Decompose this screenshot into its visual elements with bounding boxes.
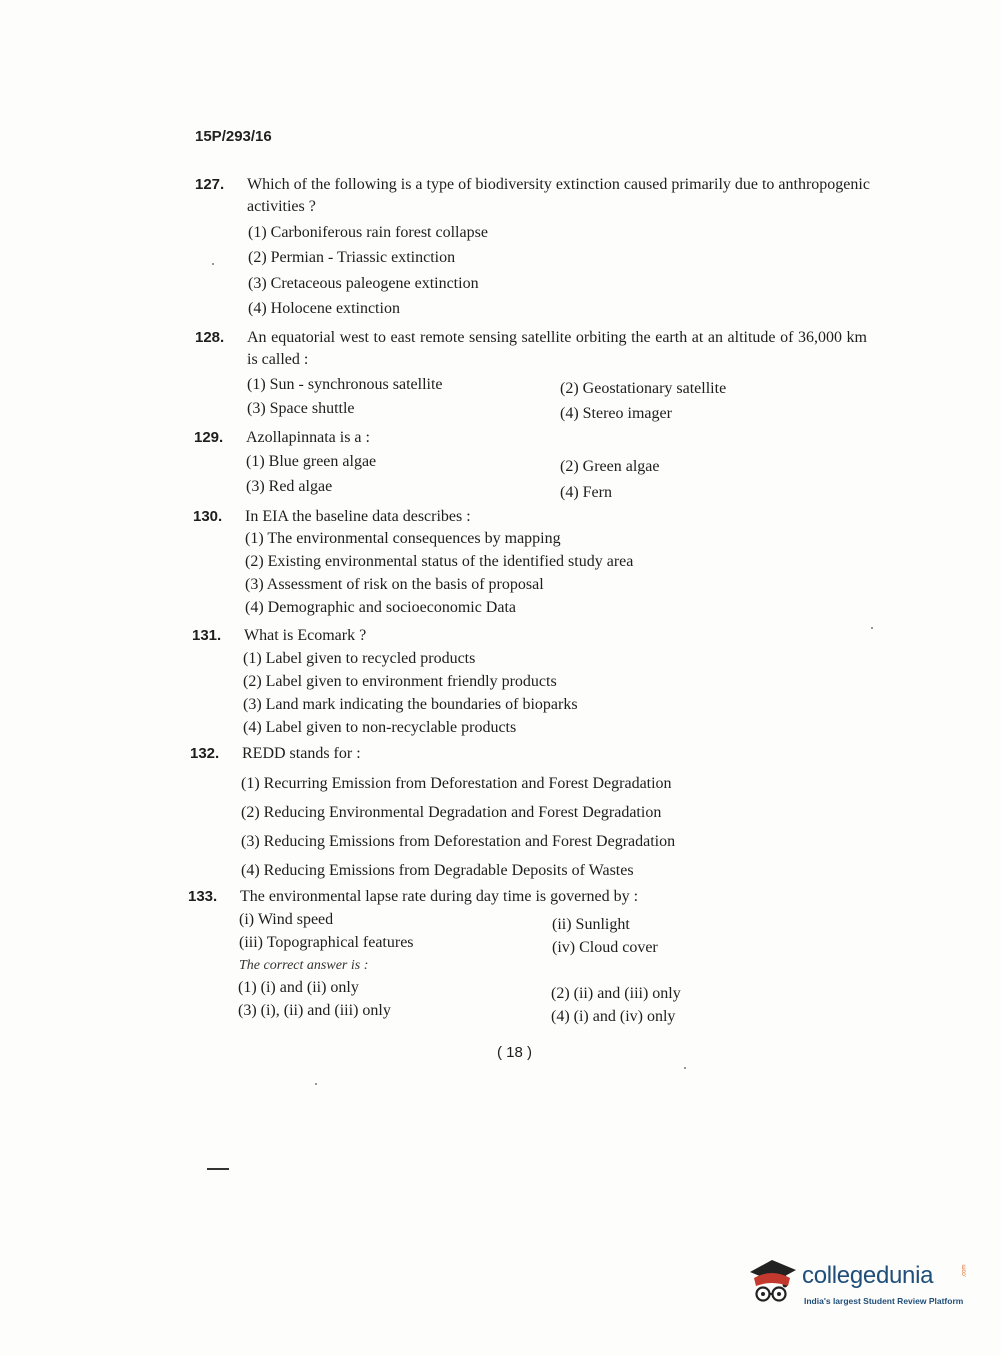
option-2: (2) Reducing Environmental Degradation and Forest Degradation: [241, 804, 662, 821]
question-number: 132.: [190, 745, 220, 762]
option-2: (2) Green algae: [560, 458, 660, 475]
option-3: (3) Cretaceous paleogene extinction: [248, 275, 479, 292]
question-132: [190, 743, 880, 767]
question-number: 129.: [194, 429, 224, 446]
question-text: An equatorial west to east remote sensing satellite orbiting the earth at an altitude of 36,000 km is called :: [247, 329, 867, 368]
option-3: (3) Reducing Emissions from Deforestation and Forest Degradation: [241, 833, 676, 850]
option-3: (3) Assessment of risk on the basis of proposal: [245, 576, 544, 593]
option-4: (4) Holocene extinction: [248, 300, 400, 317]
option-4: (4) Fern: [560, 484, 612, 501]
option-2: (2) (ii) and (iii) only: [551, 985, 681, 1002]
question-number: 127.: [195, 176, 225, 193]
option-4: (4) Demographic and socioeconomic Data: [245, 599, 517, 616]
question-128: [195, 327, 885, 373]
mascot-icon: [744, 1252, 802, 1310]
question-text: Which of the following is a type of biodiversity extinction caused primarily due to anthropogenic activities ?: [247, 176, 870, 215]
statement-i: (i) Wind speed: [239, 911, 334, 928]
question-text: What is Ecomark ?: [244, 627, 367, 644]
option-3: (3) Space shuttle: [247, 400, 355, 417]
scan-mark: [684, 1067, 686, 1069]
statement-iii: (iii) Topographical features: [239, 934, 414, 951]
question-number: 133.: [188, 888, 218, 905]
option-3: (3) Land mark indicating the boundaries of bioparks: [243, 696, 578, 713]
question-129: [194, 427, 884, 451]
collegedunia-logo[interactable]: [744, 1252, 970, 1316]
option-4: (4) Stereo imager: [560, 405, 672, 422]
statement-iv: (iv) Cloud cover: [552, 939, 658, 956]
page-number: ( 18 ): [497, 1044, 533, 1061]
option-2: (2) Permian - Triassic extinction: [248, 249, 456, 266]
option-1: (1) Carboniferous rain forest collapse: [248, 224, 488, 241]
statement-ii: (ii) Sunlight: [552, 916, 630, 933]
question-131: [192, 625, 882, 649]
question-text: In EIA the baseline data describes :: [245, 508, 471, 525]
question-number: 128.: [195, 329, 225, 346]
option-4: (4) Label given to non-recyclable products: [243, 719, 517, 736]
question-text: The environmental lapse rate during day time is governed by :: [240, 888, 639, 905]
option-1: (1) The environmental consequences by mapping: [245, 530, 561, 547]
question-130: [193, 506, 883, 530]
option-4: (4) Reducing Emissions from Degradable Deposits of Wastes: [241, 862, 634, 879]
exam-code: 15P/293/16: [195, 128, 272, 145]
scan-mark: [871, 627, 873, 629]
question-text: REDD stands for :: [242, 745, 361, 762]
option-3: (3) (i), (ii) and (iii) only: [238, 1002, 391, 1019]
option-1: (1) Blue green algae: [246, 453, 377, 470]
option-2: (2) Label given to environment friendly products: [243, 673, 557, 690]
question-text: Azollapinnata is a :: [246, 429, 370, 446]
logo-tagline: India's largest Student Review Platform: [804, 1296, 964, 1306]
option-1: (1) (i) and (ii) only: [238, 979, 359, 996]
scan-mark: [315, 1083, 317, 1085]
option-1: (1) Label given to recycled products: [243, 650, 476, 667]
option-4: (4) (i) and (iv) only: [551, 1008, 676, 1025]
logo-suffix: .com: [961, 1264, 968, 1278]
scan-mark: [207, 1168, 229, 1170]
option-1: (1) Sun - synchronous satellite: [247, 376, 443, 393]
question-number: 131.: [192, 627, 222, 644]
question-number: 130.: [193, 508, 223, 525]
correct-answer-label: The correct answer is :: [239, 958, 369, 973]
scan-mark: [212, 263, 214, 265]
option-3: (3) Red algae: [246, 478, 333, 495]
logo-brand: collegedunia: [802, 1262, 934, 1289]
question-133: [188, 886, 878, 910]
option-1: (1) Recurring Emission from Deforestation and Forest Degradation: [241, 775, 672, 792]
option-2: (2) Existing environmental status of the identified study area: [245, 553, 634, 570]
option-2: (2) Geostationary satellite: [560, 380, 727, 397]
